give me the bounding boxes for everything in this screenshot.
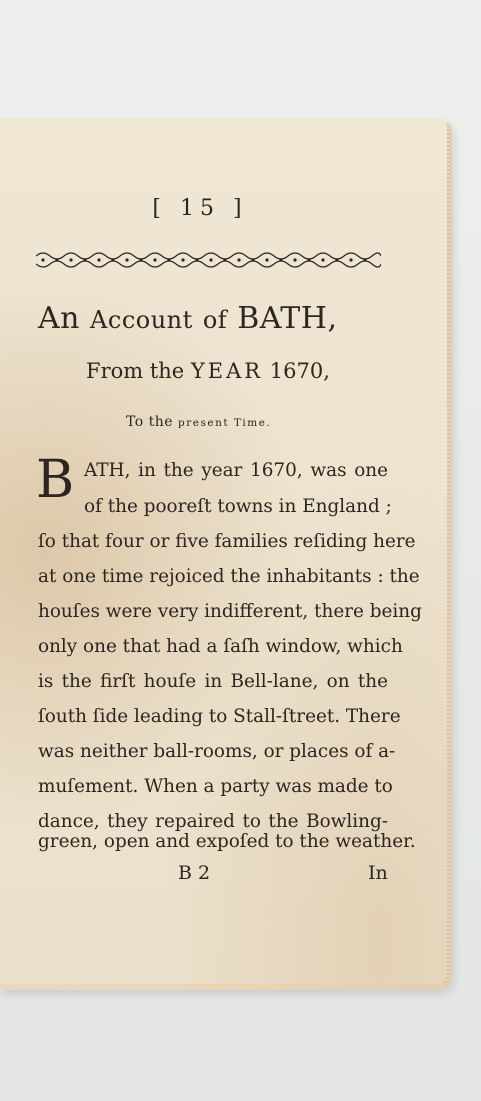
tagline-lead: To the [126, 414, 174, 430]
ornament-divider-icon [36, 250, 381, 270]
body-line: is the firſt houſe in Bell-lane, on the [38, 671, 388, 692]
title-account: Account [90, 306, 193, 334]
title-of: of [202, 306, 228, 334]
page-number: [ 15 ] [152, 196, 248, 221]
title-lead: An [38, 301, 80, 336]
subtitle-year: 1670, [269, 359, 330, 383]
title-place: BATH, [237, 301, 338, 336]
body-line: ſo that four or five families reſiding here [38, 531, 416, 552]
catchword: In [368, 862, 388, 884]
body-line: at one time rejoiced the inhabitants : the [38, 566, 420, 587]
body-line: only one that had a ſaſh window, which [38, 636, 403, 657]
body-line: muſement. When a party was made to [38, 776, 393, 797]
subtitle-year-word: YEAR [190, 359, 264, 383]
tagline-rest: present Time. [178, 417, 272, 429]
text-column [0, 118, 447, 984]
tagline [126, 414, 271, 430]
body-line: houſes were very indifferent, there being [38, 601, 422, 622]
body-line: was neither ball-rooms, or places of a- [38, 741, 396, 762]
subtitle [86, 359, 330, 383]
page-title [38, 301, 338, 336]
body-line: ſouth ſide leading to Stall-ſtreet. There [38, 706, 401, 727]
signature-mark: B 2 [178, 862, 211, 884]
drop-cap: B [36, 450, 75, 510]
book-page [0, 118, 447, 984]
body-line: green, open and expoſed to the weather. [38, 831, 416, 852]
body-line: of the pooreſt towns in England ; [84, 496, 392, 517]
body-line: dance, they repaired to the Bowling- [38, 811, 388, 832]
subtitle-lead: From the [86, 359, 185, 383]
body-line: ATH, in the year 1670, was one [84, 460, 388, 481]
